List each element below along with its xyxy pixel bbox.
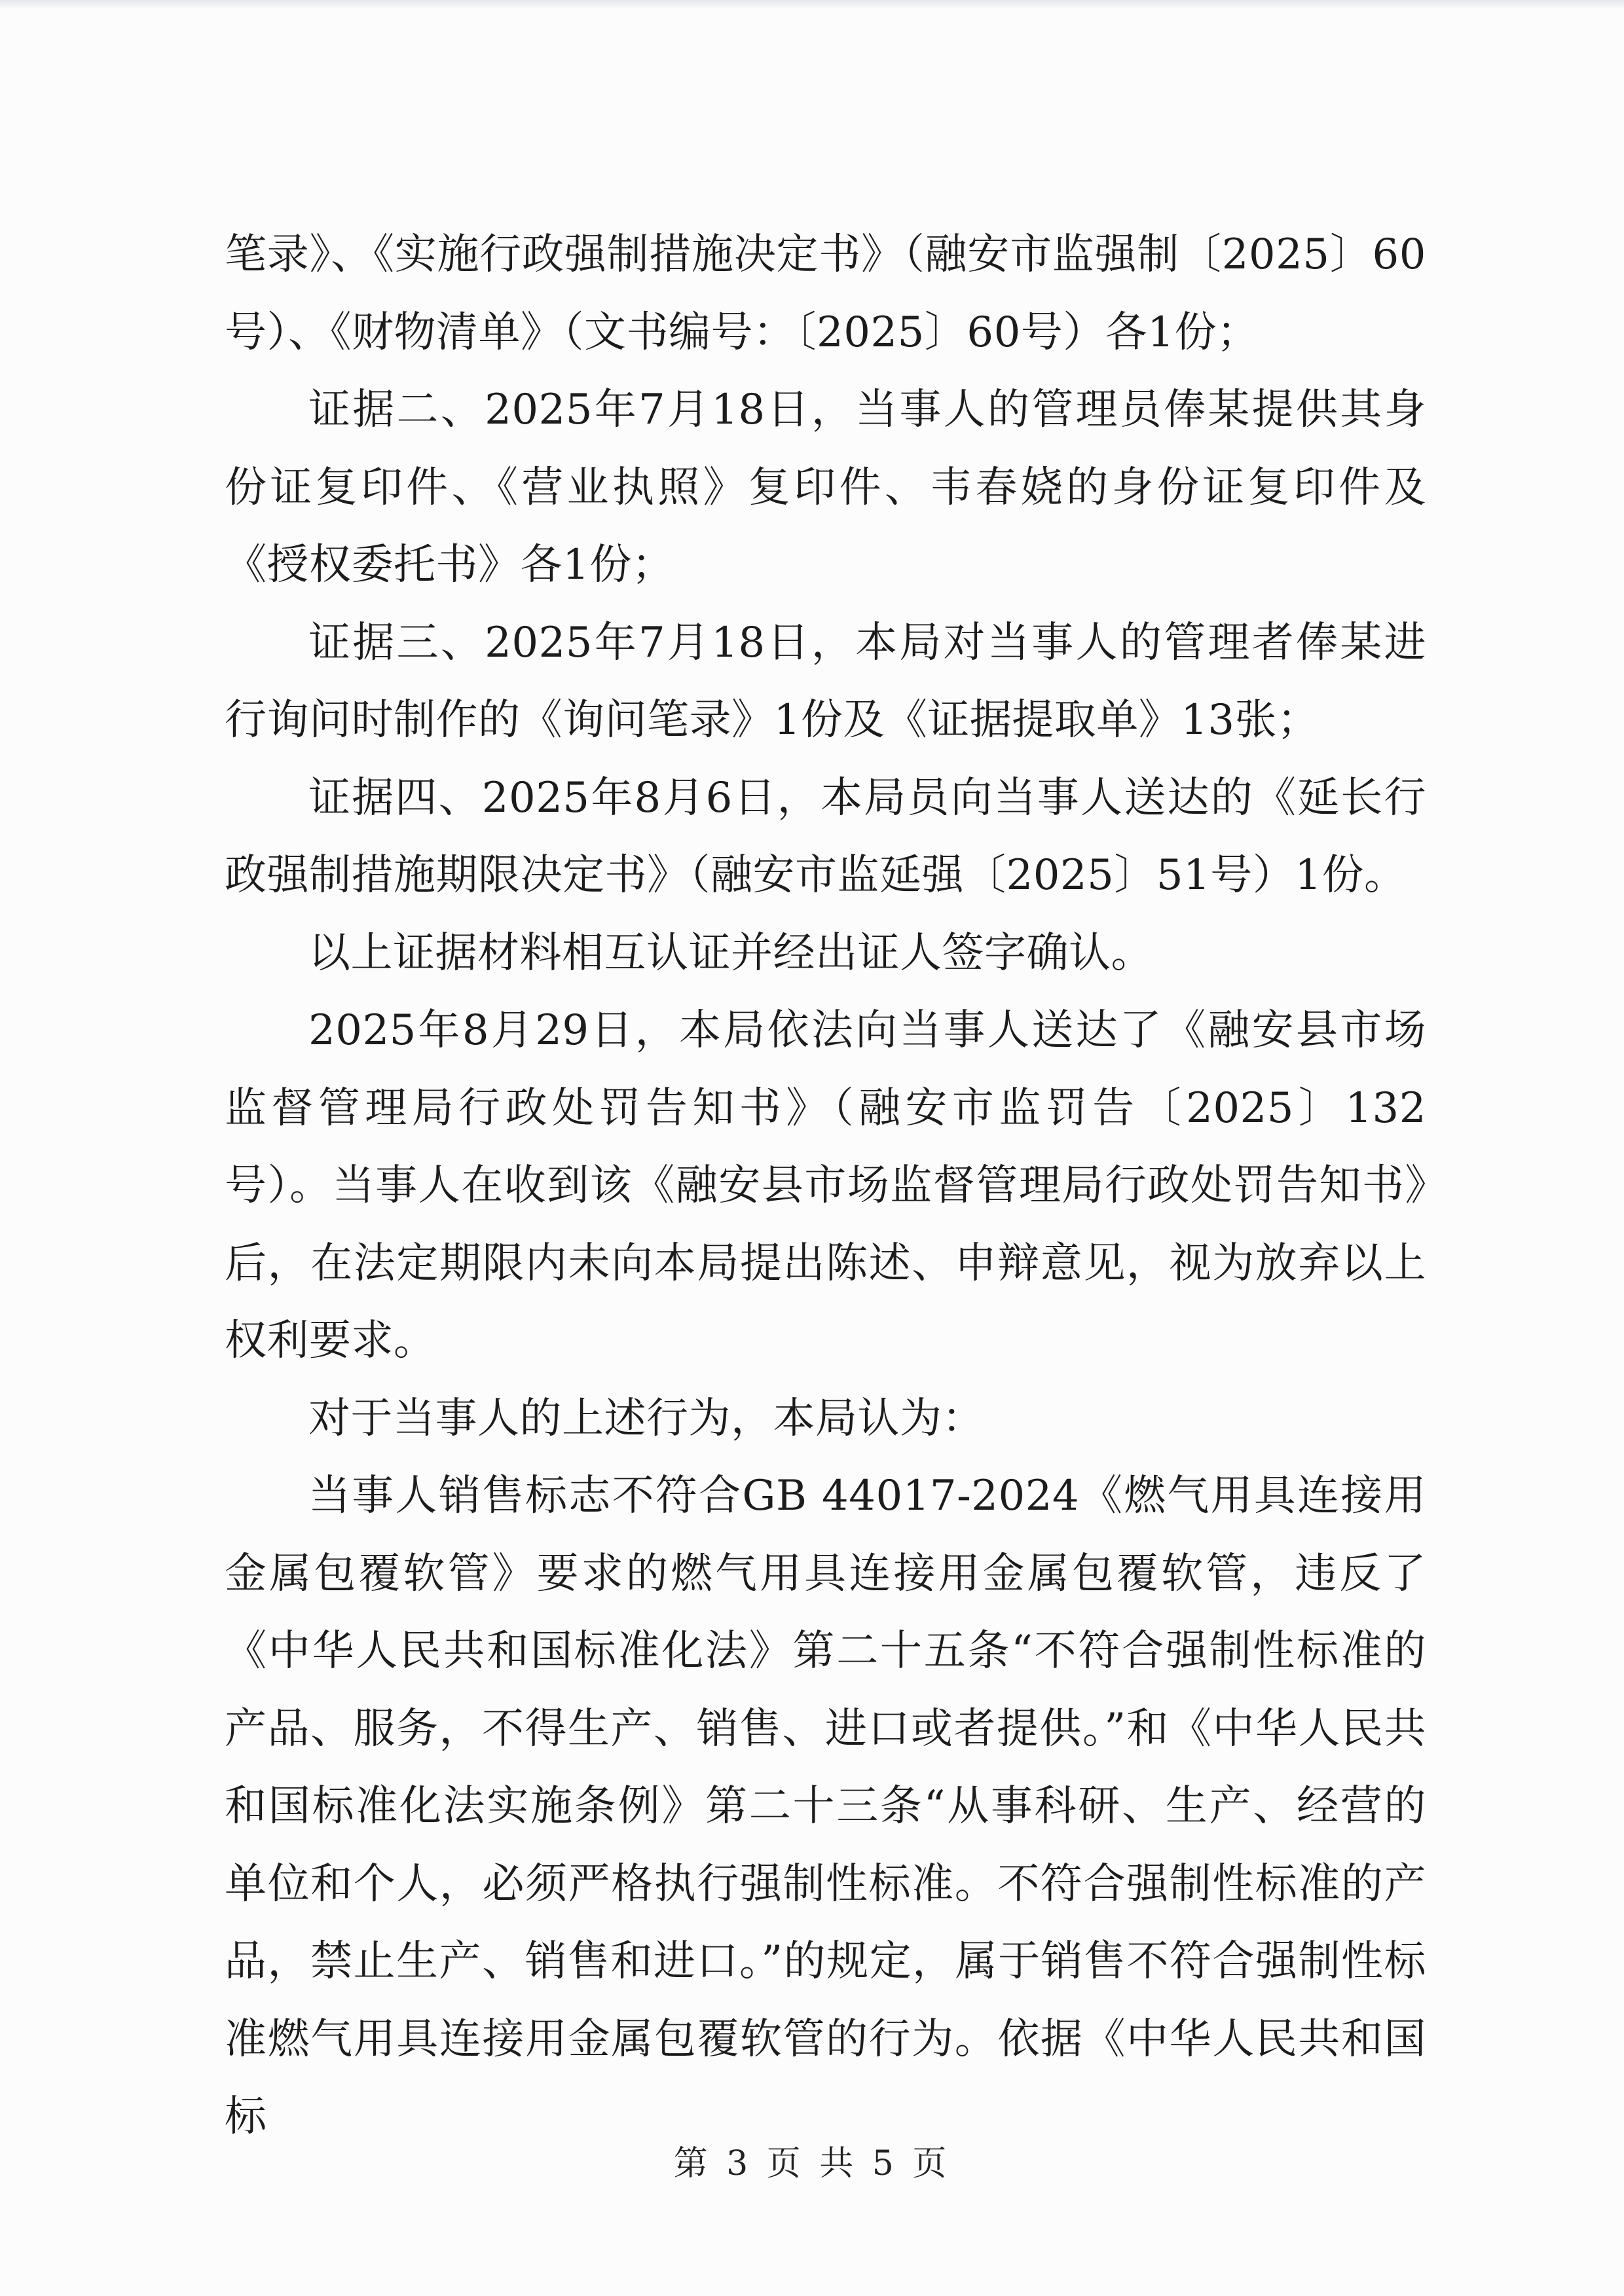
document-body — [225, 216, 1426, 2156]
scan-edge — [0, 0, 1624, 9]
paragraph-evidence-confirmation: 以上证据材料相互认证并经出证人签字确认。 — [308, 928, 1153, 977]
paragraph-evidence-three: 证据三、2025年7月18日，本局对当事人的管理者俸某进行询问时制作的《询问笔录》1份及《证据提取单》13张； — [225, 618, 1426, 744]
paragraph-evidence-one-cont: 笔录》、《实施行政强制措施决定书》（融安市监强制〔2025〕60号）、《财物清单》（文书编号：〔2025〕60号）各1份； — [225, 230, 1426, 357]
paragraph-evidence-two: 证据二、2025年7月18日，当事人的管理员俸某提供其身份证复印件、《营业执照》复印件、韦春娆的身份证复印件及《授权委托书》各1份； — [225, 386, 1426, 589]
paragraph-evidence-four: 证据四、2025年8月6日，本局员向当事人送达的《延长行政强制措施期限决定书》（融安市监延强〔2025〕51号）1份。 — [225, 773, 1426, 900]
paragraph-notice-delivery: 2025年8月29日，本局依法向当事人送达了《融安县市场监督管理局行政处罚告知书》（融安市监罚告〔2025〕132号）。当事人在收到该《融安县市场监督管理局行政处罚告知书》后，在法定期限内未向本局提出陈述、申辩意见，视为放弃以上权利要求。 — [225, 1006, 1426, 1365]
paragraph-violation-analysis: 当事人销售标志不符合GB 44017-2024《燃气用具连接用金属包覆软管》要求的燃气用具连接用金属包覆软管，违反了《中华人民共和国标准化法》第二十五条“不符合强制性标准的产品、服务，不得生产、销售、进口或者提供。”和《中华人民共和国标准化法实施条例》第二十三条“从事科研、生产、经营的单位和个人，必须严格执行强制性标准。不符合强制性标准的产品，禁止生产、销售和进口。”的规定，属于销售不符合强制性标准燃气用具连接用金属包覆软管的行为。依据《中华人民共和国标 — [225, 1472, 1426, 2141]
page-number-footer: 第 3 页 共 5 页 — [673, 2144, 951, 2183]
paragraph-bureau-opinion: 对于当事人的上述行为，本局认为： — [308, 1394, 984, 1443]
